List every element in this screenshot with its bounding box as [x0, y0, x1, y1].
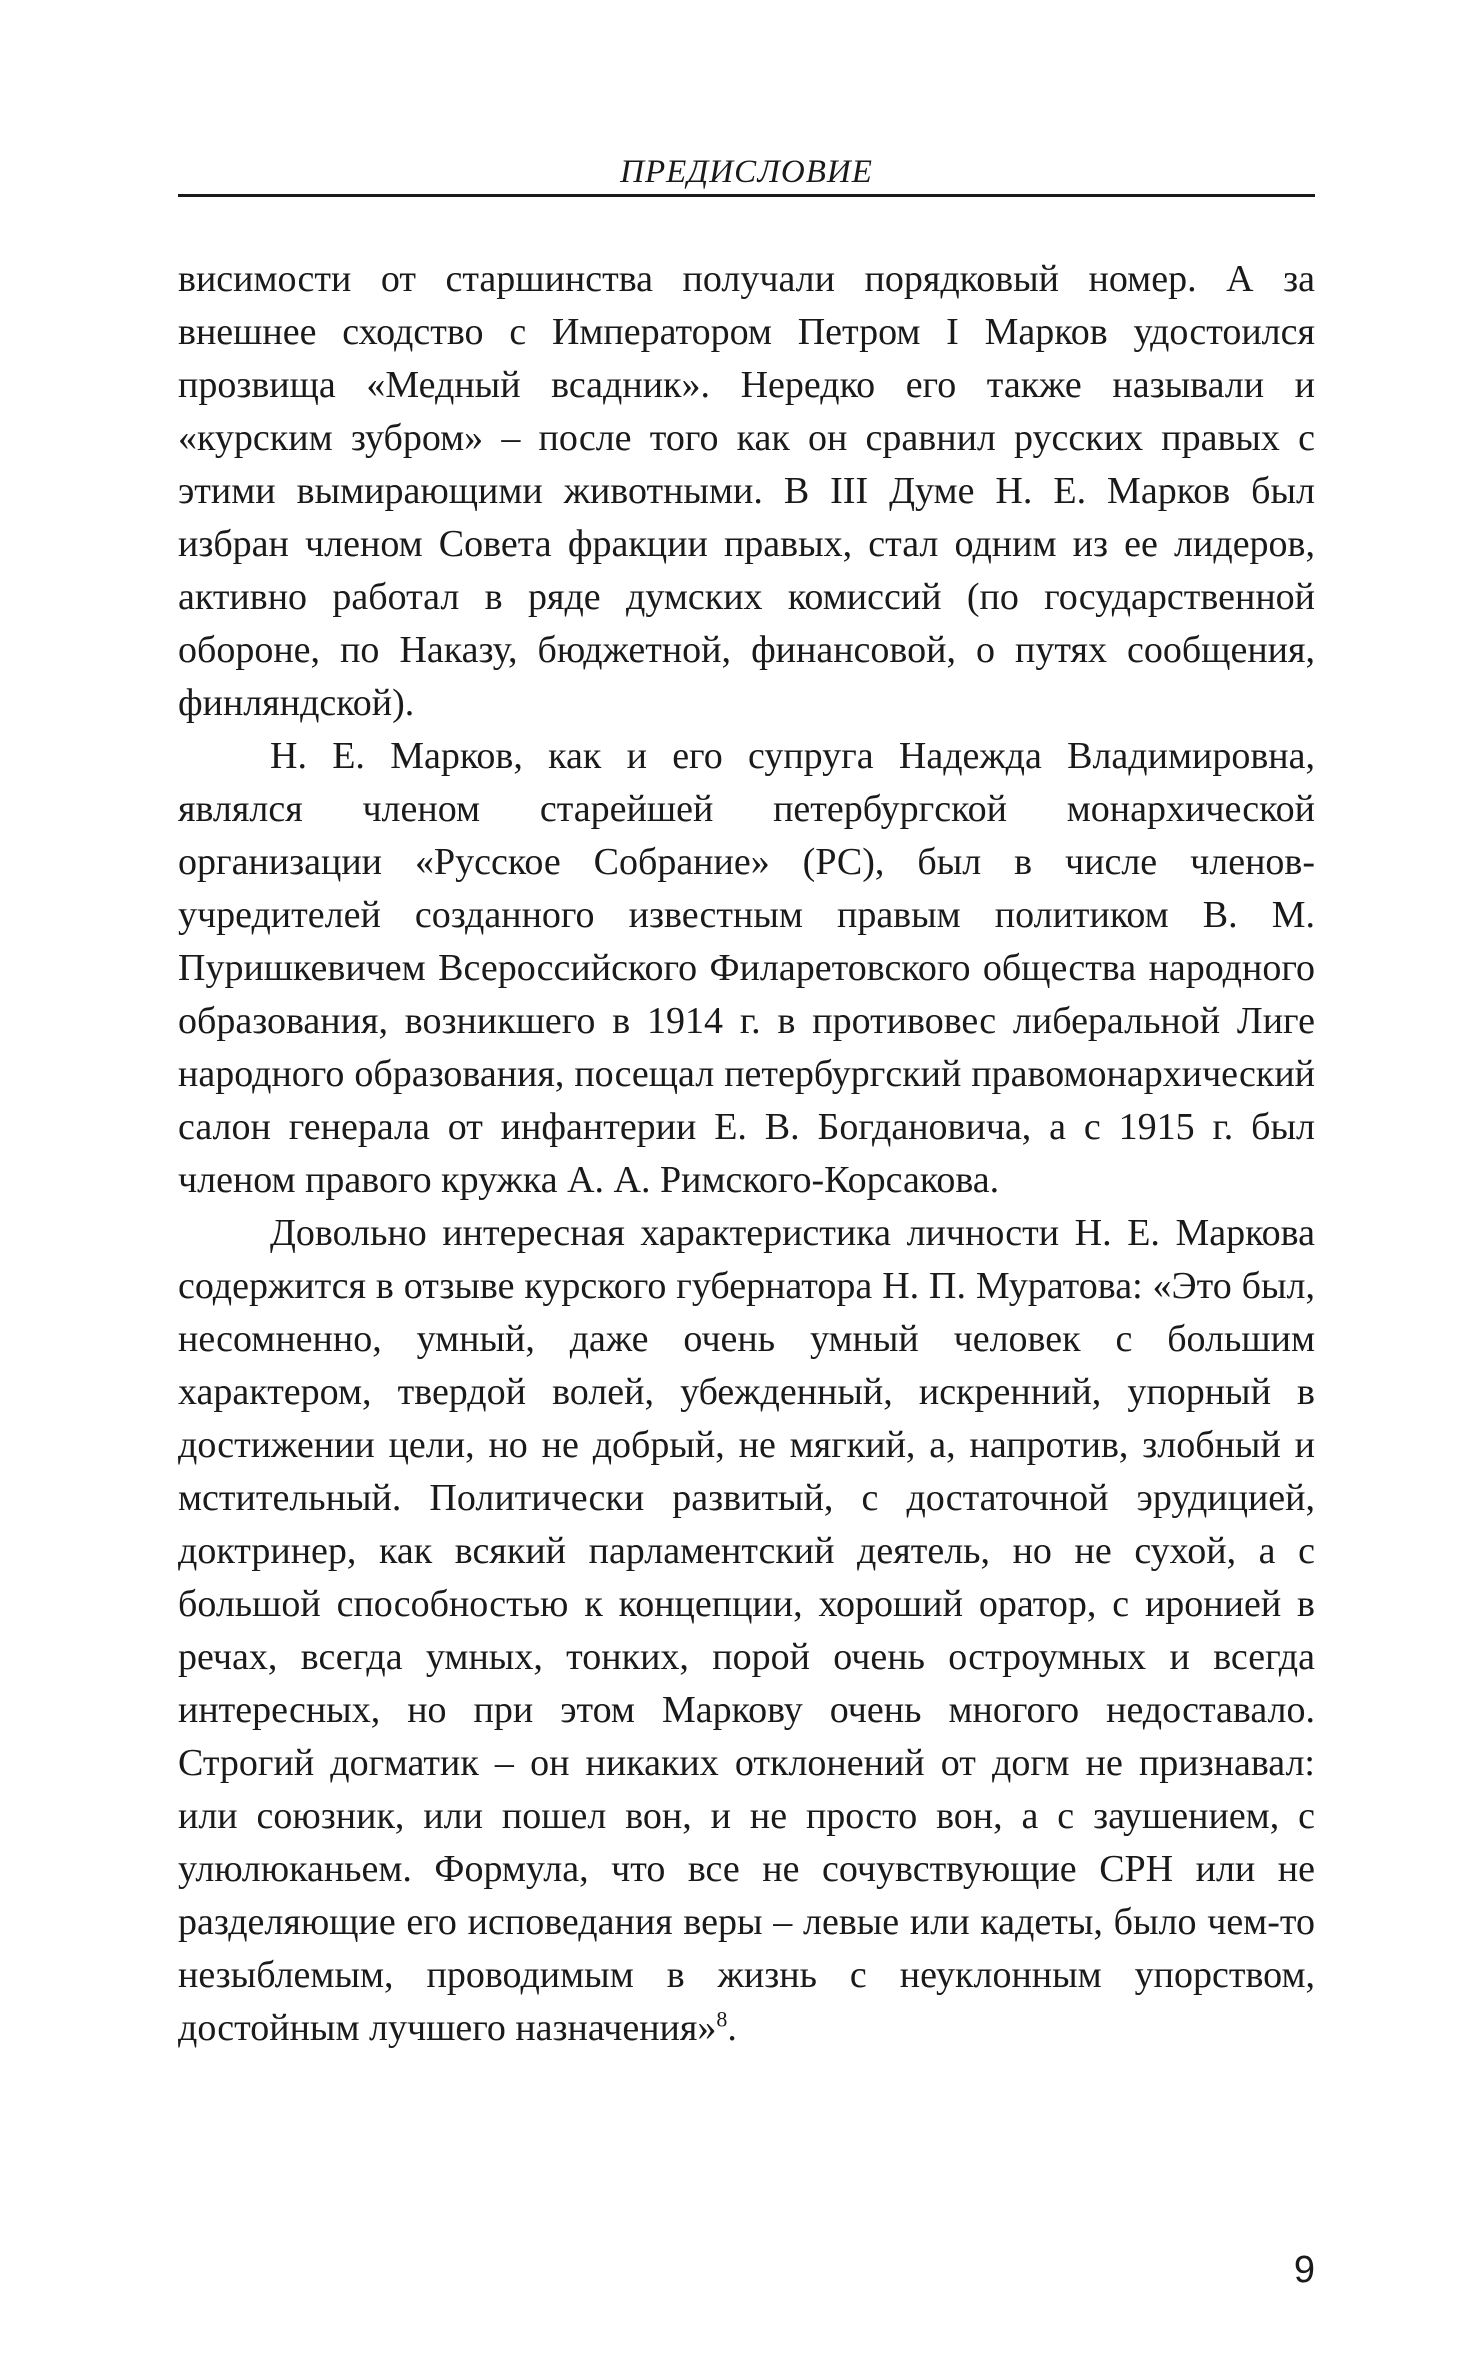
body-text [178, 253, 1315, 2055]
paragraph-end-punctuation: . [727, 2007, 737, 2049]
paragraph: Н. Е. Марков, как и его супруга Надежда Владимировна, являлся членом старейшей петербургской монархической организации «Русское Собрание» (РС), был в числе членов-учредителей созданного известным правым политиком В. М. Пуришкевичем Всероссийского Филаретовского общества народного образования, возникшего в 1914 г. в противовес либеральной Лиге народного образования, посещал петербургский правомонархический салон генерала от инфантерии Е. В. Богдановича, а с 1915 г. был членом правого кружка А. А. Римского-Корсакова. [178, 735, 1315, 1201]
running-head: ПРЕДИСЛОВИЕ [620, 154, 873, 190]
paragraph-continuation: висимости от старшинства получали порядковый номер. А за внешнее сходство с Императором Петром I Марков удостоился прозвища «Медный всадник». Нередко его также называли и «курским зубром» – после того как он сравнил русских правых с этими вымирающими животными. В III Думе Н. Е. Марков был избран членом Совета фракции правых, стал одним из ее лидеров, активно работал в ряде думских комиссий (по государственной обороне, по Наказу, бюджетной, финансовой, о путях сообщения, финляндской). [178, 258, 1315, 724]
footnote-reference[interactable]: 8 [716, 2006, 728, 2032]
header-rule [178, 194, 1315, 197]
page-number: 9 [1293, 2249, 1315, 2291]
paragraph [178, 1207, 1315, 2055]
paragraph-quote-text: Довольно интересная характеристика личности Н. Е. Маркова содержится в отзыве курского губернатора Н. П. Муратова: «Это был, несомненно, умный, даже очень умный человек с большим характером, твердой волей, убежденный, искренний, упорный в достижении цели, но не добрый, не мягкий, а, напротив, злобный и мстительный. Политически развитый, с достаточной эрудицией, доктринер, как всякий парламентский деятель, но не сухой, а с большой способностью к концепции, хороший оратор, с иронией в речах, всегда умных, тонких, порой очень остроумных и всегда интересных, но при этом Маркову очень многого недоставало. Строгий догматик – он никаких отклонений от догм не признавал: или союзник, или пошел вон, и не просто вон, а с заушением, с улюлюканьем. Формула, что все не сочувствующие СРН или не разделяющие его исповедания веры – левые или кадеты, было чем-то незыблемым, проводимым в жизнь с неуклонным упорством, достойным лучшего назначения» [178, 1212, 1315, 2049]
